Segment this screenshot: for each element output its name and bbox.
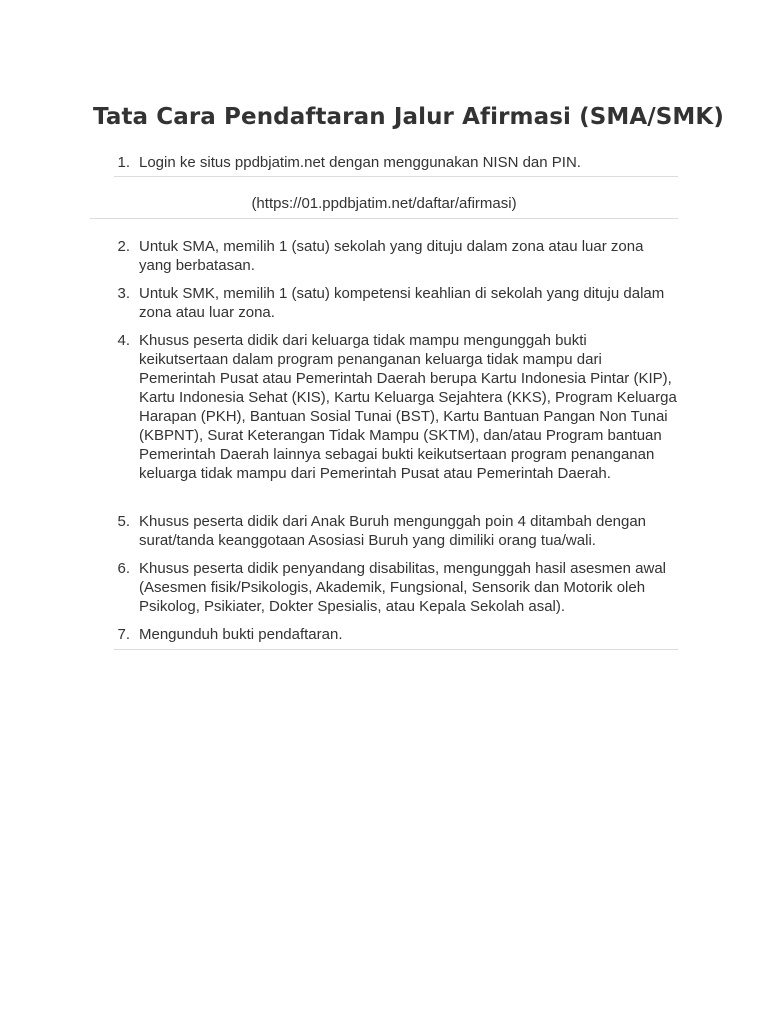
list-item-text: Khusus peserta didik dari Anak Buruh mengunggah poin 4 ditambah dengan surat/tanda keanggotaan Asosiasi Buruh yang dimiliki orang tua/wali. [139,513,647,549]
step-3-block [90,284,678,322]
divider [90,218,678,219]
list-item-text: Mengunduh bukti pendaftaran. [139,626,343,643]
list-item-7 [90,625,678,644]
list-item-1 [90,153,678,172]
list-item-6 [90,559,678,616]
list-item-3 [90,284,678,322]
divider [114,176,678,177]
list-item-text: Untuk SMK, memilih 1 (satu) kompetensi keahlian di sekolah yang dituju dalam zona atau luar zona. [139,285,665,321]
divider [114,649,678,650]
list-item-text: Khusus peserta didik penyandang disabilitas, mengunggah hasil asesmen awal (Asesmen fisik/Psikologis, Akademik, Fungsional, Sensorik dan Motorik oleh Psikolog, Psikiater, Dokter Spesialis, atau Kepala Sekolah asal). [139,560,667,615]
list-item-number: 3. [117,285,130,302]
list-item-2 [90,237,678,275]
step-5-block [90,512,678,550]
list-item-4 [90,331,678,483]
list-item-number: 5. [117,513,130,530]
step-1-block [90,153,678,172]
step-1-url-note: (https://01.ppdbjatim.net/daftar/afirmasi) [251,195,517,212]
step-4-block [90,331,678,483]
page-title: Tata Cara Pendaftaran Jalur Afirmasi (SMA/SMK) [93,104,724,130]
step-7-block [90,625,678,644]
step-2-block [90,237,678,275]
list-item-number: 6. [117,560,130,577]
list-item-number: 4. [117,332,130,349]
list-item-number: 1. [117,154,130,171]
list-item-text: Untuk SMA, memilih 1 (satu) sekolah yang dituju dalam zona atau luar zona yang berbatasan. [139,238,644,274]
list-item-text: Khusus peserta didik dari keluarga tidak mampu mengunggah bukti keikutsertaan dalam program penanganan keluarga tidak mampu dari Pemerintah Pusat atau Pemerintah Daerah berupa Kartu Indonesia Pintar (KIP), Kartu Indonesia Sehat (KIS), Kartu Keluarga Sejahtera (KKS), Program Keluarga Harapan (PKH), Bantuan Sosial Tunai (BST), Kartu Bantuan Pangan Non Tunai (KBPNT), Surat Keterangan Tidak Mampu (SKTM), dan/atau Program bantuan Pemerintah Daerah lainnya sebagai bukti keikutsertaan program penanganan keluarga tidak mampu dari Pemerintah Pusat atau Pemerintah Daerah. [139,332,677,482]
list-item-5 [90,512,678,550]
list-item-number: 2. [117,238,130,255]
list-item-number: 7. [117,626,130,643]
step-6-block [90,559,678,616]
list-item-text: Login ke situs ppdbjatim.net dengan menggunakan NISN dan PIN. [139,154,581,171]
